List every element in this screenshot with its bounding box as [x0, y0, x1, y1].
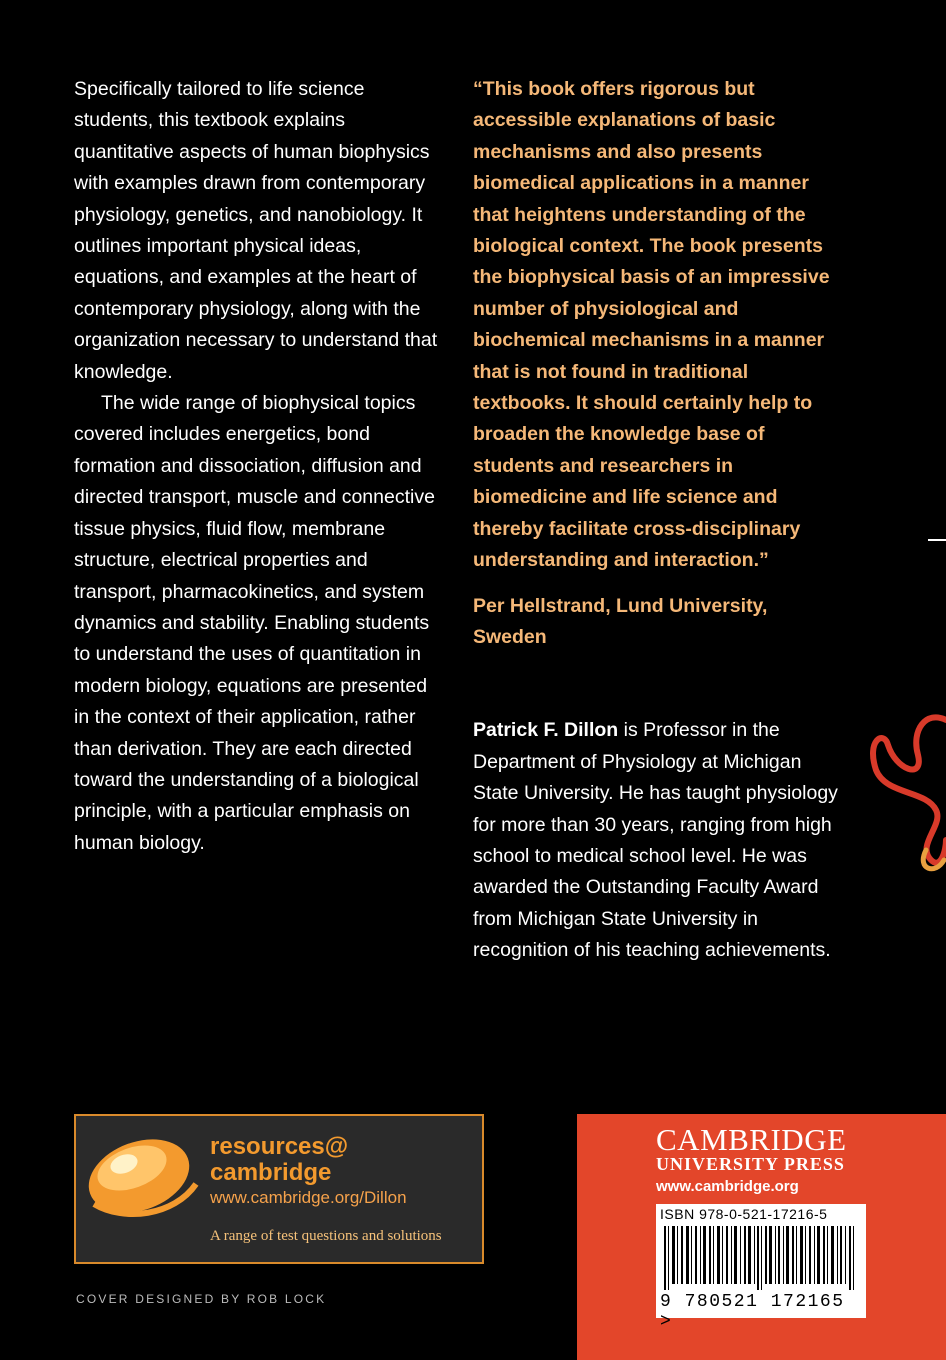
barcode-digits: 9 780521 172165 >: [660, 1292, 845, 1332]
barcode-bars-icon: [662, 1226, 860, 1290]
resources-title-line2: cambridge: [210, 1159, 332, 1186]
isbn-label: ISBN 978-0-521-17216-5: [660, 1206, 828, 1222]
resources-logo-icon: [84, 1126, 204, 1236]
endorsement-quote: “This book offers rigorous but accessible explanations of basic mechanisms and also presents biomedical applications in a manner that heightens understanding of the biological context. The book presents the biophysical basis of an impressive number of physiological and biochemical mechanisms in a manner that is not found in traditional textbooks. It should certainly help to broaden the knowledge base of students and researchers in biomedicine and life science and thereby facilitate cross-disciplinary understanding and interaction.”: [473, 78, 830, 572]
resources-title: [210, 1134, 348, 1186]
cover-credit: COVER DESIGNED BY ROB LOCK: [76, 1292, 327, 1306]
resources-box: [74, 1114, 484, 1264]
author-bio: [473, 715, 845, 966]
right-column: [473, 74, 845, 967]
description-paragraph-2: The wide range of biophysical topics covered includes energetics, bond formation and dissociation, diffusion and directed transport, muscle and connective tissue physics, fluid flow, membrane structure, electrical properties and transport, pharmacokinetics, and system dynamics and stability. Enabling students to understand the uses of quantitation in modern biology, equations are presented in the context of their application, rather than derivation. They are each directed toward the understanding of a biological principle, with a particular emphasis on human biology.: [74, 392, 435, 854]
author-name: Patrick F. Dillon: [473, 719, 619, 742]
publisher-name: CAMBRIDGE: [656, 1122, 847, 1157]
edge-tick-mark: [928, 539, 946, 541]
barcode: [656, 1204, 866, 1332]
book-description: [74, 74, 446, 859]
resources-url[interactable]: www.cambridge.org/Dillon: [210, 1188, 407, 1207]
endorsement-attribution: Per Hellstrand, Lund University, Sweden: [473, 594, 768, 648]
protein-ribbon-image: [856, 700, 946, 880]
publisher-block: [577, 1114, 946, 1360]
publisher-url[interactable]: www.cambridge.org: [656, 1178, 799, 1195]
publisher-subtitle: UNIVERSITY PRESS: [656, 1154, 845, 1174]
author-bio-text: is Professor in the Department of Physiology at Michigan State University. He has taught physiology for more than 30 years, ranging from high school to medical school level. He was awarded the Outstanding Faculty Award from Michigan State University in recognition of his teaching achievements.: [473, 719, 838, 962]
description-paragraph-1: Specifically tailored to life science students, this textbook explains quantitative aspects of human biophysics with examples drawn from contemporary physiology, genetics, and nanobiology. It outlines important physical ideas, equations, and examples at the heart of contemporary physiology, along with the organization necessary to understand that knowledge.: [74, 78, 438, 383]
resources-tagline: A range of test questions and solutions: [210, 1228, 442, 1244]
resources-title-line1: resources@: [210, 1133, 349, 1160]
